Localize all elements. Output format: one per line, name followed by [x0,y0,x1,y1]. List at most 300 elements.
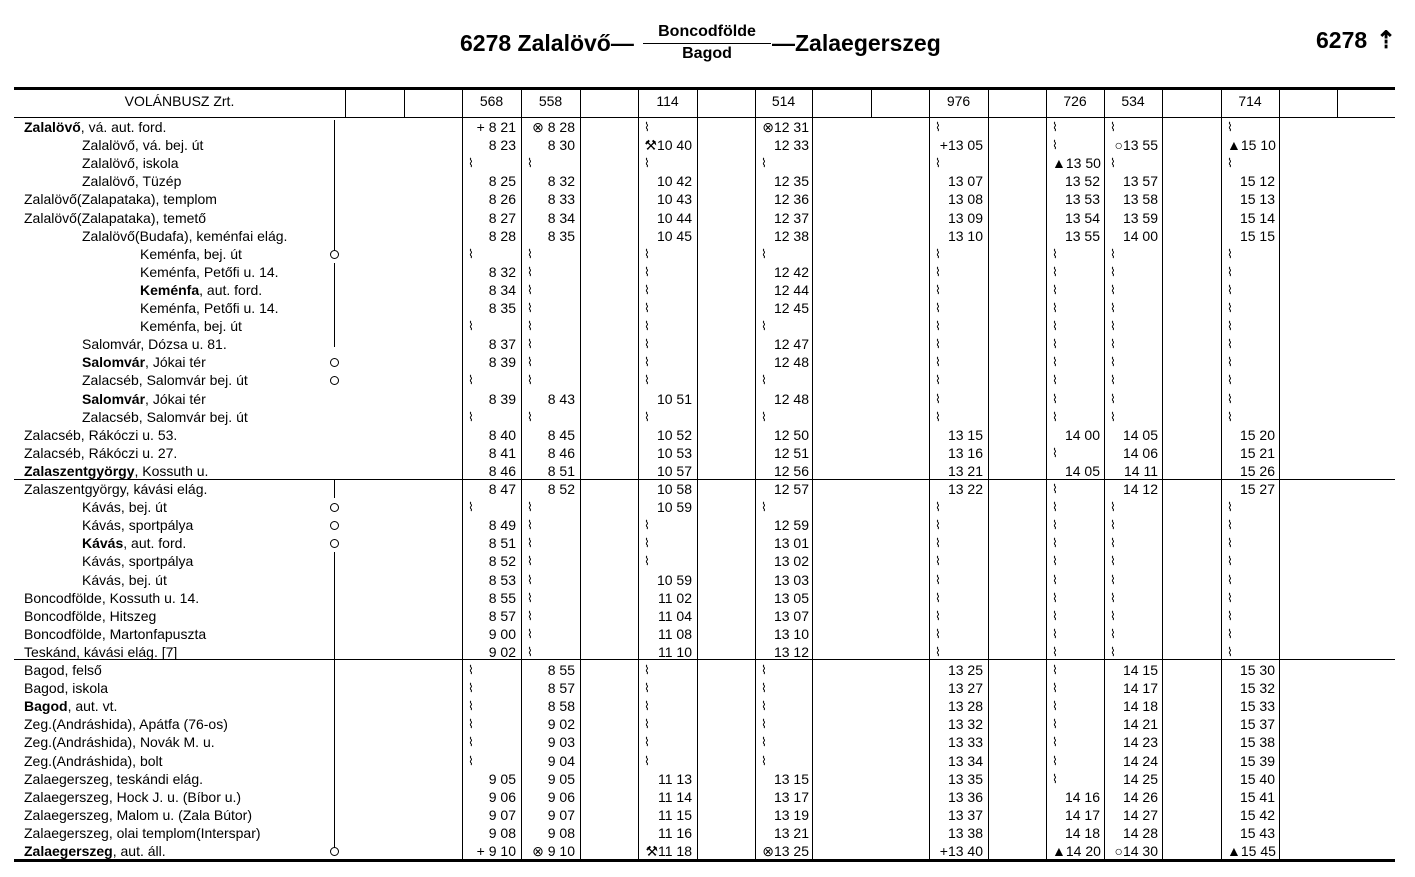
stop-name-rest: Keménfa, bej. út [140,245,242,262]
stop-name [82,534,186,552]
stop-name [82,136,203,154]
stop-marker-circle [330,358,339,367]
trip-time: 9 07 [547,806,575,823]
column-divider [638,87,639,859]
trip-time: 11 04 [658,607,692,624]
skip-stop-mark: ⌇ [1110,590,1116,605]
trip-time: 8 52 [547,481,575,497]
trip-time: 13 59 [1122,209,1158,226]
skip-stop-mark: ⌇ [935,500,941,515]
column-divider [1104,87,1105,859]
skip-stop-mark: ⌇ [1227,608,1233,623]
column-divider [1162,87,1163,859]
trip-time: 13 33 [947,734,983,751]
trip-time: 14 26 [1122,788,1158,805]
trip-time: ⚒10 40 [644,137,692,154]
skip-stop-mark: ⌇ [1052,518,1058,533]
stop-name [24,209,206,227]
trip-time: 9 07 [488,806,516,823]
trip-time: 14 15 [1122,662,1158,678]
trip-time: 13 12 [773,643,809,660]
trip-time: 12 48 [773,390,809,407]
trip-time: 8 32 [547,173,575,190]
skip-stop-mark: ⌇ [527,608,533,623]
stop-name-rest: Kávás, sportpálya [82,553,194,570]
trip-time: 13 52 [1064,173,1100,190]
trip-time: 13 35 [947,770,983,787]
column-divider [1337,87,1338,118]
stop-name-rest: Boncodfölde, Hitszeg [24,607,157,624]
skip-stop-mark: ⌇ [1110,301,1116,315]
route-to-title: —Zalaegerszeg [772,30,941,56]
skip-stop-mark: ⌇ [527,246,533,261]
trip-time: 13 15 [773,770,809,787]
skip-stop-mark: ⌇ [468,663,474,677]
trip-time: 12 48 [773,354,809,371]
skip-stop-mark: ⌇ [1227,500,1233,515]
trip-time: 11 16 [658,824,692,841]
skip-stop-mark: ⌇ [468,681,474,696]
column-divider [1046,87,1047,859]
stop-name [24,444,177,462]
stop-name-rest: Zalalövő, iskola [82,155,179,172]
trip-number: 568 [479,93,504,109]
trip-time: 10 58 [656,481,692,497]
skip-stop-mark: ⌇ [761,681,767,696]
trip-number: 714 [1238,93,1262,109]
trip-time: 8 25 [488,173,516,190]
trip-time: 8 39 [488,390,516,407]
stop-name-bold: Kávás [82,535,124,552]
skip-stop-mark: ⌇ [1052,735,1058,750]
skip-stop-mark: ⌇ [1227,536,1233,551]
stop-marker-circle [330,376,339,385]
stop-name-bold: Salomvár [82,390,146,407]
skip-stop-mark: ⌇ [1110,355,1116,370]
skip-stop-mark: ⌇ [1110,608,1116,623]
trip-time: 13 57 [1122,173,1158,190]
direction-arrow [334,263,335,347]
trip-time: 12 50 [773,426,809,443]
stop-name [24,589,199,607]
skip-stop-mark: ⌇ [644,319,650,334]
stop-name [82,172,181,190]
skip-stop-mark: ⌇ [1110,409,1116,424]
table-rule [14,479,1395,480]
skip-stop-mark: ⌇ [1110,246,1116,261]
stop-name-rest: , Jókai tér [145,354,206,371]
skip-stop-mark: ⌇ [468,500,474,515]
trip-time: ○14 30 [1114,843,1158,859]
skip-stop-mark: ⌇ [1227,572,1233,587]
trip-time: 14 24 [1122,752,1158,769]
trip-number: 558 [538,93,563,109]
trip-time: 10 52 [656,426,692,443]
direction-arrow [334,480,335,498]
stop-name-rest: , aut. vt. [67,698,118,715]
trip-time: 14 06 [1122,444,1158,461]
trip-time: 12 33 [773,137,809,154]
skip-stop-mark: ⌇ [527,264,533,279]
skip-stop-mark: ⌇ [1052,391,1058,406]
skip-stop-mark: ⌇ [644,301,650,315]
trip-time: 8 35 [547,227,575,244]
stop-name [24,426,177,444]
trip-time: 13 58 [1122,191,1158,208]
skip-stop-mark: ⌇ [761,156,767,171]
skip-stop-mark: ⌇ [935,554,941,569]
trip-time: 8 47 [488,481,516,497]
trip-time: 9 06 [547,788,575,805]
skip-stop-mark: ⌇ [644,264,650,279]
stop-name [24,733,215,751]
stop-name [82,571,167,589]
skip-stop-mark: ⌇ [1227,120,1233,134]
column-divider [929,87,930,859]
stop-name-rest: , vá. aut. ford. [80,119,167,135]
trip-time: ⚒11 18 [645,843,692,859]
trip-time: 8 35 [488,300,516,316]
stop-name [82,498,167,516]
trip-time: +13 05 [939,137,983,154]
table-rule [14,659,1395,660]
stop-name-rest: Keménfa, bej. út [140,318,242,335]
skip-stop-mark: ⌇ [1227,373,1233,388]
skip-stop-mark: ⌇ [468,409,474,424]
stop-name [24,770,203,788]
stop-name [140,299,279,317]
trip-time: 8 33 [547,191,575,208]
skip-stop-mark: ⌇ [1052,717,1058,732]
skip-stop-mark: ⌇ [935,590,941,605]
trip-time: 12 44 [773,281,809,298]
trip-time: 13 21 [947,462,983,479]
skip-stop-mark: ⌇ [527,572,533,587]
trip-time: 8 37 [488,336,516,353]
trip-time: 15 26 [1239,462,1275,479]
stop-name [82,408,248,426]
skip-stop-mark: ⌇ [761,753,767,768]
trip-time: 15 13 [1239,191,1275,208]
stop-name [24,715,228,733]
stop-name [82,335,227,353]
trip-time: 15 27 [1239,481,1275,497]
trip-time: 12 59 [773,517,809,534]
skip-stop-mark: ⌇ [1052,536,1058,551]
trip-time: 8 43 [547,390,575,407]
skip-stop-mark: ⌇ [644,663,650,677]
column-divider [345,87,346,118]
direction-arrow [334,552,335,848]
trip-time: 15 14 [1239,209,1275,226]
trip-time: 13 27 [947,680,983,697]
trip-time: ⊗12 31 [762,119,809,135]
trip-time: 12 36 [773,191,809,208]
trip-time: 12 57 [773,481,809,497]
skip-stop-mark: ⌇ [527,337,533,352]
trip-time: 13 34 [947,752,983,769]
trip-time: 15 43 [1239,824,1275,841]
skip-stop-mark: ⌇ [1052,572,1058,587]
skip-stop-mark: ⌇ [1052,355,1058,370]
skip-stop-mark: ⌇ [1110,391,1116,406]
trip-time: 8 34 [547,209,575,226]
skip-stop-mark: ⌇ [1052,554,1058,569]
trip-time: 13 09 [947,209,983,226]
trip-time: 13 10 [947,227,983,244]
trip-time: 13 17 [773,788,809,805]
stop-name-rest: Zalacséb, Rákóczi u. 53. [24,426,178,443]
stop-name-rest: Zeg.(Andráshida), Apátfa (76-os) [24,716,228,733]
skip-stop-mark: ⌇ [527,644,533,659]
trip-time: 14 11 [1124,462,1158,479]
skip-stop-mark: ⌇ [1052,301,1058,315]
trip-time: 13 03 [773,571,809,588]
via-top-label: Boncodfölde [643,22,771,44]
stop-name-rest: , aut. áll. [112,843,166,859]
trip-time: 11 14 [658,788,692,805]
skip-stop-mark: ⌇ [1227,282,1233,297]
stop-name-rest: Zalalövő, vá. bej. út [82,137,204,154]
skip-stop-mark: ⌇ [527,319,533,334]
trip-time: 9 05 [488,770,516,787]
trip-time: 8 23 [488,137,516,154]
skip-stop-mark: ⌇ [935,572,941,587]
skip-stop-mark: ⌇ [527,156,533,171]
trip-time: 9 05 [547,770,575,787]
trip-time: 14 12 [1122,481,1158,497]
trip-time: 9 06 [488,788,516,805]
trip-time: + 8 21 [476,119,516,135]
skip-stop-mark: ⌇ [644,120,650,134]
trip-number: 114 [656,93,679,109]
trip-time: 14 21 [1122,716,1158,733]
skip-stop-mark: ⌇ [1227,156,1233,171]
stop-name [140,245,242,263]
skip-stop-mark: ⌇ [935,644,941,659]
skip-stop-mark: ⌇ [1110,337,1116,352]
trip-time: 10 44 [656,209,692,226]
skip-stop-mark: ⌇ [1052,373,1058,388]
skip-stop-mark: ⌇ [1052,264,1058,279]
stop-name-rest: Teskánd, kávási elág. [7] [24,643,178,660]
stop-name [24,679,108,697]
stop-marker-circle [330,539,339,548]
skip-stop-mark: ⌇ [935,337,941,352]
skip-stop-mark: ⌇ [1052,337,1058,352]
trip-time: ⊗13 25 [762,843,809,859]
trip-time: 13 16 [947,444,983,461]
route-via [643,22,771,64]
trip-time: 8 51 [547,462,575,479]
skip-stop-mark: ⌇ [1110,644,1116,659]
stop-name-bold: Bagod [24,698,68,715]
column-divider [580,87,581,859]
trip-time: 14 18 [1122,698,1158,715]
table-rule [14,117,1395,118]
trip-time: + 9 10 [476,843,516,859]
trip-time: 14 05 [1122,426,1158,443]
trip-time: 8 41 [488,444,516,461]
trip-time: 8 51 [488,535,516,552]
skip-stop-mark: ⌇ [1052,771,1058,786]
table-rule [14,87,1395,90]
stop-name-rest: Zalacséb, Salomvár bej. út [82,372,248,389]
skip-stop-mark: ⌇ [1052,120,1058,134]
trip-time: 14 28 [1122,824,1158,841]
stop-name [24,625,206,643]
trip-time: ▲13 50 [1052,155,1101,172]
trip-time: 9 02 [488,643,516,660]
skip-stop-mark: ⌇ [761,699,767,714]
stop-name [24,842,166,860]
trip-time: 13 10 [773,625,809,642]
column-divider [812,87,813,859]
skip-stop-mark: ⌇ [1052,608,1058,623]
stop-name-rest: Salomvár, Dózsa u. 81. [82,336,227,353]
skip-stop-mark: ⌇ [1227,554,1233,569]
skip-stop-mark: ⌇ [527,590,533,605]
stop-name-bold: Zalaszentgyörgy [24,462,135,479]
trip-time: 9 08 [547,824,575,841]
stop-name-bold: Zalalövő [24,119,81,135]
trip-time: 14 17 [1122,680,1158,697]
skip-stop-mark: ⌇ [935,409,941,424]
column-divider [404,87,405,118]
stop-name-rest: Keménfa, Petőfi u. 14. [140,300,279,316]
skip-stop-mark: ⌇ [1227,301,1233,315]
column-divider [988,87,989,859]
skip-stop-mark: ⌇ [1052,246,1058,261]
trip-number: 726 [1063,93,1087,109]
skip-stop-mark: ⌇ [1227,391,1233,406]
skip-stop-mark: ⌇ [1227,409,1233,424]
stop-name [24,462,208,480]
trip-time: ▲14 20 [1052,843,1101,859]
skip-stop-mark: ⌇ [1110,319,1116,334]
skip-stop-mark: ⌇ [1110,282,1116,297]
trip-time: 12 47 [773,336,809,353]
trip-time: 13 28 [947,698,983,715]
trip-time: 15 37 [1239,716,1275,733]
trip-time: +13 40 [939,843,983,859]
stop-name-rest: Zalalövő, Tüzép [82,173,182,190]
stop-name-rest: Zeg.(Andráshida), bolt [24,752,163,769]
stop-marker-circle [330,521,339,530]
trip-time: 13 38 [947,824,983,841]
skip-stop-mark: ⌇ [644,536,650,551]
stop-name [82,552,193,570]
trip-time: 14 23 [1122,734,1158,751]
trip-time: 12 35 [773,173,809,190]
skip-stop-mark: ⌇ [1110,500,1116,515]
trip-time: 8 46 [488,462,516,479]
skip-stop-mark: ⌇ [1110,373,1116,388]
trip-time: 8 58 [547,698,575,715]
trip-time: 13 22 [947,481,983,497]
trip-time: 10 43 [656,191,692,208]
trip-time: 11 10 [658,643,692,660]
trip-time: 15 21 [1239,444,1275,461]
trip-time: 9 00 [488,625,516,642]
skip-stop-mark: ⌇ [1052,590,1058,605]
skip-stop-mark: ⌇ [935,156,941,171]
skip-stop-mark: ⌇ [468,753,474,768]
trip-time: 15 42 [1239,806,1275,823]
stop-name-rest: Zalalövő(Budafa), keménfai elág. [82,227,288,244]
skip-stop-mark: ⌇ [935,626,941,641]
trip-time: ⊗ 9 10 [532,843,575,859]
trip-time: 8 39 [488,354,516,371]
skip-stop-mark: ⌇ [1227,264,1233,279]
stop-name-rest: Zalaegerszeg, Malom u. (Zala Bútor) [24,806,252,823]
skip-stop-mark: ⌇ [1227,355,1233,370]
stop-name [140,263,279,281]
skip-stop-mark: ⌇ [935,373,941,388]
stop-name-rest: Keménfa, Petőfi u. 14. [140,263,279,280]
trip-time: 8 34 [488,281,516,298]
trip-time: 14 16 [1064,788,1100,805]
stop-name [82,227,287,245]
skip-stop-mark: ⌇ [468,735,474,750]
stop-marker-circle [330,847,339,856]
skip-stop-mark: ⌇ [1052,319,1058,334]
route-from-title: 6278 Zalalövő— [460,30,634,56]
stop-name [24,752,163,770]
trip-time: 12 56 [773,462,809,479]
trip-time: 11 15 [658,806,692,823]
skip-stop-mark: ⌇ [527,518,533,533]
skip-stop-mark: ⌇ [935,282,941,297]
stop-name-bold: Zalaegerszeg [24,843,113,859]
trip-time: 15 32 [1239,680,1275,697]
trip-number: 534 [1121,93,1145,109]
stop-name [140,317,242,335]
skip-stop-mark: ⌇ [1110,120,1116,134]
skip-stop-mark: ⌇ [1110,626,1116,641]
skip-stop-mark: ⌇ [935,301,941,315]
stop-marker-circle [330,250,339,259]
trip-time: 13 01 [773,535,809,552]
skip-stop-mark: ⌇ [1052,500,1058,515]
skip-stop-mark: ⌇ [1052,445,1058,460]
trip-time: 10 53 [656,444,692,461]
trip-time: 11 02 [658,589,692,606]
skip-stop-mark: ⌇ [644,753,650,768]
trip-time: 9 03 [547,734,575,751]
trip-time: 13 05 [773,589,809,606]
stop-name [24,661,102,679]
skip-stop-mark: ⌇ [644,518,650,533]
skip-stop-mark: ⌇ [1227,246,1233,261]
stop-name [24,643,177,661]
trip-time: 13 54 [1064,209,1100,226]
skip-stop-mark: ⌇ [935,120,941,134]
skip-stop-mark: ⌇ [644,355,650,370]
trip-time: 15 39 [1239,752,1275,769]
stop-name-rest: , Kossuth u. [134,462,209,479]
trip-time: 10 59 [656,571,692,588]
skip-stop-mark: ⌇ [644,554,650,569]
stop-name [24,697,117,715]
trip-time: 14 17 [1064,806,1100,823]
stop-name-rest: Boncodfölde, Kossuth u. 14. [24,589,200,606]
stop-name [24,824,261,842]
trip-time: 13 32 [947,716,983,733]
skip-stop-mark: ⌇ [644,717,650,732]
trip-time: 13 02 [773,553,809,570]
trip-time: 13 15 [947,426,983,443]
